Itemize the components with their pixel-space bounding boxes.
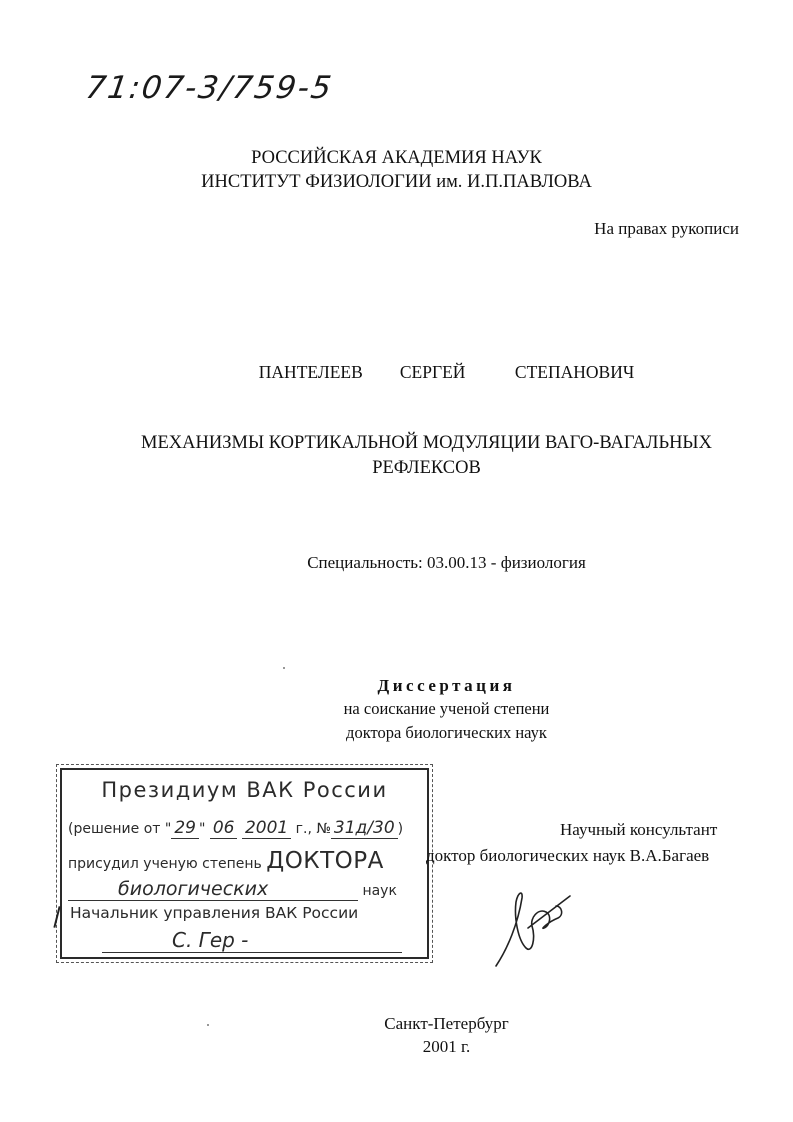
stamp-decision	[68, 818, 403, 838]
stamp-degree: ДОКТОРА	[266, 848, 384, 874]
stamp-head-signature: С. Гер -	[102, 928, 402, 953]
stamp-sep-1: "	[198, 821, 210, 837]
stamp-day: 29	[171, 818, 199, 839]
stamp-awarded-prefix: присудил ученую степень	[68, 856, 267, 872]
stamp-science	[68, 878, 418, 901]
stamp-science-suffix: наук	[358, 883, 397, 899]
academy-name: РОССИЙСКАЯ АКАДЕМИЯ НАУК	[251, 148, 542, 168]
consultant-label: Научный консультант	[560, 820, 718, 839]
scan-speck	[283, 667, 285, 669]
dissertation-purpose: на соискание ученой степени	[343, 699, 550, 718]
institute-name: ИНСТИТУТ ФИЗИОЛОГИИ им. И.П.ПАВЛОВА	[201, 172, 592, 192]
specialty: Специальность: 03.00.13 - физиология	[307, 553, 586, 572]
stamp-title: Президиум ВАК России	[101, 778, 388, 802]
scan-speck	[207, 1024, 209, 1026]
vak-stamp	[60, 768, 429, 959]
manuscript-note: На правах рукописи	[594, 219, 739, 238]
stamp-decision-suffix: )	[397, 821, 404, 837]
stamp-year: 2001	[242, 818, 291, 839]
city: Санкт-Петербург	[384, 1014, 509, 1033]
consultant-signature	[488, 878, 578, 978]
stamp-number: 31д/30	[331, 818, 398, 839]
dissertation-degree: доктора биологических наук	[346, 723, 547, 742]
signature-scribble	[488, 878, 578, 973]
stamp-science-field	[68, 878, 358, 901]
thesis-title-line-2: РЕФЛЕКСОВ	[372, 458, 481, 478]
year: 2001 г.	[422, 1037, 471, 1056]
thesis-title-line-1: МЕХАНИЗМЫ КОРТИКАЛЬНОЙ МОДУЛЯЦИИ ВАГО-ВАГАЛЬНЫХ	[141, 433, 712, 453]
stamp-decision-prefix: (решение от "	[68, 821, 172, 837]
archive-code: 71:07-3/759-5	[83, 70, 336, 106]
stamp-sep-3: г., №	[291, 821, 331, 837]
dissertation-label: Диссертация	[377, 676, 516, 695]
stamp-science-handwritten: биологических	[118, 878, 269, 900]
stamp-slash-mark	[53, 906, 60, 928]
author-name	[0, 362, 793, 383]
consultant-name: доктор биологических наук В.А.Багаев	[426, 846, 710, 865]
author-text: ПАНТЕЛЕЕВ СЕРГЕЙ СТЕПАНОВИЧ	[258, 362, 635, 382]
stamp-month: 06	[210, 818, 238, 839]
stamp-head-title: Начальник управления ВАК России	[70, 904, 359, 922]
stamp-awarded	[68, 848, 384, 874]
